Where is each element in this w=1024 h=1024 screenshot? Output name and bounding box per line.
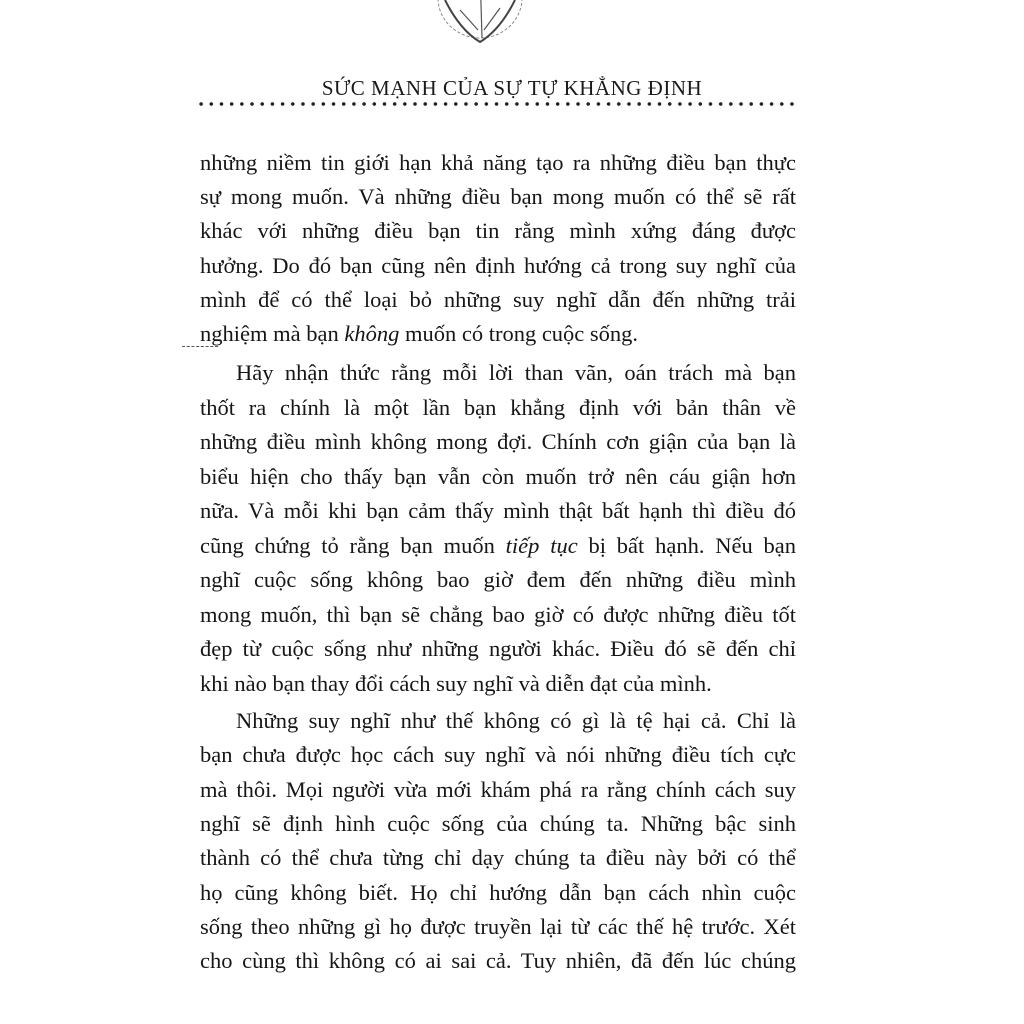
text-line: [200, 635, 796, 663]
text-span: những niềm tin giới hạn khả năng tạo ra những điều bạn thực: [200, 150, 796, 175]
emphasized-text: không: [344, 321, 400, 346]
text-span: sống theo những gì họ được truyền lại từ các thế hệ trước. Xét: [200, 913, 796, 939]
text-line: [200, 670, 796, 698]
text-span: mong muốn, thì bạn sẽ chẳng bao giờ có được những điều tốt: [200, 601, 796, 627]
text-span: đẹp từ cuộc sống như những người khác. Điều đó sẽ đến chỉ: [200, 636, 796, 661]
text-line: [200, 183, 796, 211]
text-line: [200, 394, 796, 422]
text-line: [200, 320, 796, 348]
text-line: [200, 497, 796, 525]
text-span: bị bất hạnh. Nếu bạn: [577, 532, 797, 558]
text-line: [200, 252, 796, 280]
text-line: [200, 286, 796, 314]
leaf-ornament-illustration: [420, 0, 540, 45]
text-span: thành có thể chưa từng chỉ dạy chúng ta điều này bởi có thể: [200, 845, 796, 871]
emphasized-text: tiếp tục: [505, 532, 578, 558]
text-span: muốn có trong cuộc sống.: [399, 321, 639, 346]
text-span: những điều mình không mong đợi. Chính cơn giận của bạn là: [200, 429, 796, 454]
text-line: [200, 463, 796, 491]
text-span: Những suy nghĩ như thế không có gì là tệ hại cả. Chỉ là: [236, 708, 796, 733]
text-line: [200, 428, 796, 456]
text-line: [200, 566, 796, 594]
text-span: nghĩ cuộc sống không bao giờ đem đến những điều mình: [200, 567, 796, 592]
text-span: cho cùng thì không có ai sai cả. Tuy nhiên, đã đến lúc chúng: [200, 948, 796, 974]
text-line: [200, 776, 796, 804]
text-span: khi nào bạn thay đổi cách suy nghĩ và diễn đạt của mình.: [200, 670, 712, 696]
text-line: [200, 947, 796, 975]
text-line: [200, 879, 796, 907]
text-span: thốt ra chính là một lần bạn khẳng định với bản thân về: [200, 394, 796, 420]
text-span: khác với những điều bạn tin rằng mình xứng đáng được: [200, 218, 796, 244]
text-span: nữa. Và mỗi khi bạn cảm thấy mình thật bất hạnh thì điều đó: [200, 498, 796, 523]
text-span: sự mong muốn. Và những điều bạn mong muốn có thể sẽ rất: [200, 184, 796, 210]
text-span: biểu hiện cho thấy bạn vẫn còn muốn trở nên cáu giận hơn: [200, 463, 796, 489]
text-line: [200, 741, 796, 769]
text-span: mà thôi. Mọi người vừa mới khám phá ra rằng chính cách suy: [200, 776, 796, 802]
text-line: [200, 810, 796, 838]
dotted-divider: [196, 100, 796, 108]
text-span: hưởng. Do đó bạn cũng nên định hướng cả trong suy nghĩ của: [200, 252, 796, 278]
text-span: cũng chứng tỏ rằng bạn muốn: [200, 532, 506, 558]
running-header-title: SỨC MẠNH CỦA SỰ TỰ KHẲNG ĐỊNH: [321, 76, 703, 100]
text-line: [200, 217, 796, 245]
text-line: [236, 359, 796, 387]
text-line: [200, 532, 796, 560]
text-line: [200, 601, 796, 629]
text-span: họ cũng không biết. Họ chỉ hướng dẫn bạn cách nhìn cuộc: [200, 879, 796, 905]
text-line: [200, 913, 796, 941]
text-line: [200, 149, 796, 177]
text-span: Hãy nhận thức rằng mỗi lời than vãn, oán trách mà bạn: [236, 360, 796, 385]
text-span: bạn chưa được học cách suy nghĩ và nói những điều tích cực: [200, 742, 796, 768]
text-span: mình để có thể loại bỏ những suy nghĩ dẫn đến những trải: [200, 286, 796, 312]
text-line: [236, 707, 796, 735]
text-span: nghĩ sẽ định hình cuộc sống của chúng ta. Những bậc sinh: [200, 810, 796, 836]
text-line: [200, 844, 796, 872]
text-span: nghiệm mà bạn: [200, 321, 345, 346]
